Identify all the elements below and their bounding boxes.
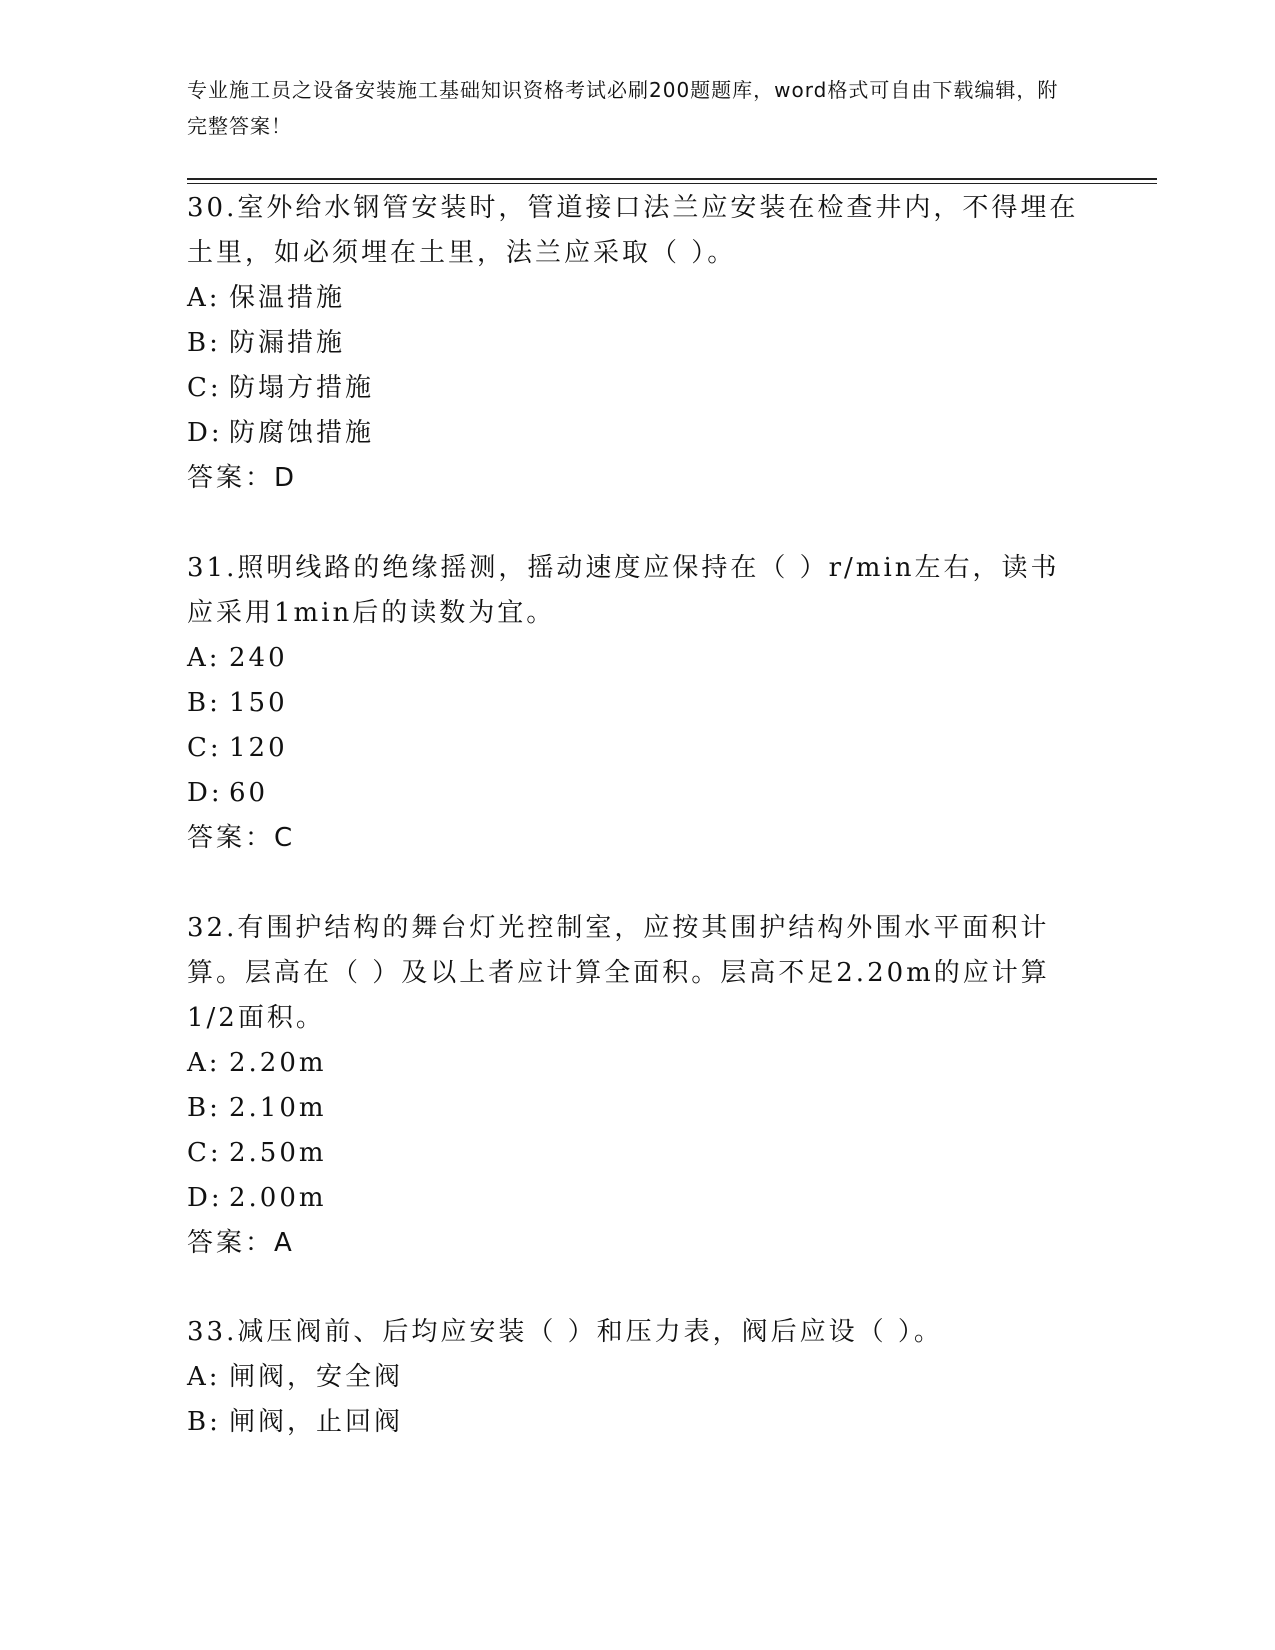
option-c [187,366,1087,411]
option-letter: C: [187,733,222,763]
option-b [187,1086,1087,1131]
answer-line: 答案：C [187,823,296,853]
option-text: 闸阀，止回阀 [229,1407,404,1437]
option-text: 120 [229,733,288,763]
option-text: 防腐蚀措施 [229,418,375,448]
option-c [187,726,1087,771]
option-b [187,321,1087,366]
option-letter: B: [187,1407,221,1437]
option-a [187,276,1087,321]
option-letter: D: [187,1183,223,1213]
option-c [187,1131,1087,1176]
option-letter: D: [187,778,223,808]
option-text: 60 [229,778,269,808]
option-text: 2.20m [229,1048,327,1078]
question-stem: 32.有围护结构的舞台灯光控制室，应按其围护结构外围水平面积计算。层高在（ ）及以上者应计算全面积。层高不足2.20m的应计算1/2面积。 [187,913,1050,1033]
option-text: 2.10m [229,1093,327,1123]
option-letter: D: [187,418,223,448]
option-text: 2.00m [229,1183,327,1213]
question-30 [187,186,1087,501]
document-header: 专业施工员之设备安装施工基础知识资格考试必刷200题题库，word格式可自由下载编辑，附完整答案！ [187,78,1059,138]
option-text: 防塌方措施 [229,373,375,403]
header-rule-thick [187,178,1157,180]
question-stem: 31.照明线路的绝缘摇测，摇动速度应保持在（ ）r/min左右，读书应采用1min后的读数为宜。 [187,553,1060,628]
option-d [187,771,1087,816]
option-text: 2.50m [229,1138,327,1168]
option-text: 240 [229,643,288,673]
option-a [187,1041,1087,1086]
option-text: 保温措施 [229,283,346,313]
option-text: 闸阀，安全阀 [229,1362,404,1392]
option-letter: A: [187,1048,221,1078]
option-letter: B: [187,328,221,358]
question-stem: 30.室外给水钢管安装时，管道接口法兰应安装在检查井内，不得埋在土里，如必须埋在土里，法兰应采取（ ）。 [187,193,1079,268]
question-33 [187,1310,1087,1445]
option-d [187,1176,1087,1221]
option-letter: B: [187,1093,221,1123]
option-letter: C: [187,373,222,403]
header-rule-thin [187,183,1157,184]
option-text: 防漏措施 [229,328,346,358]
option-b [187,681,1087,726]
option-b [187,1400,1087,1445]
option-letter: A: [187,1362,221,1392]
option-d [187,411,1087,456]
answer-line: 答案：A [187,1228,295,1258]
option-a [187,636,1087,681]
question-31 [187,546,1087,861]
question-32 [187,906,1087,1266]
option-letter: C: [187,1138,222,1168]
option-a [187,1355,1087,1400]
question-stem: 33.减压阀前、后均应安装（ ）和压力表，阀后应设（ ）。 [187,1317,943,1347]
option-letter: A: [187,643,221,673]
option-text: 150 [229,688,288,718]
option-letter: B: [187,688,221,718]
answer-line: 答案：D [187,463,298,493]
option-letter: A: [187,283,221,313]
